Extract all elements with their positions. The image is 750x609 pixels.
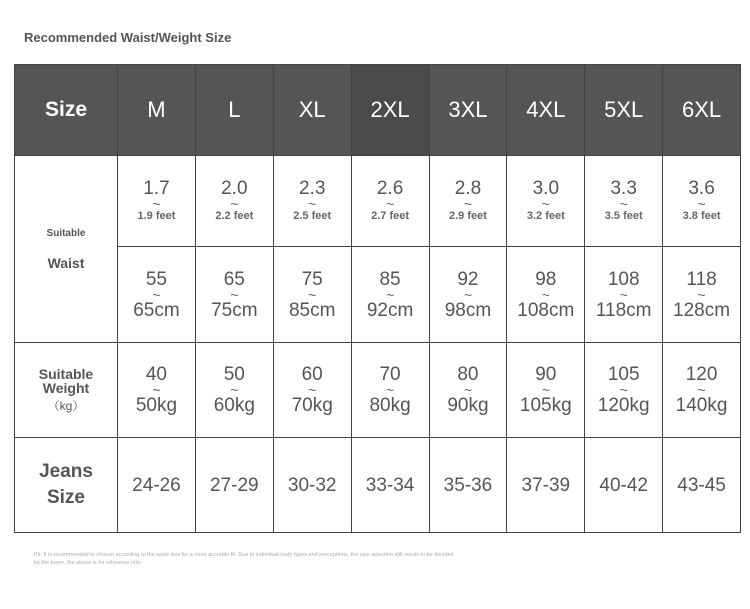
waist-cm-cell: 65 ~ 75cm xyxy=(195,247,273,343)
size-header-label: Size xyxy=(15,65,118,156)
size-header-cell: XL xyxy=(273,65,351,156)
jeans-cell: 35-36 xyxy=(429,438,507,533)
waist-cm-cell: 92 ~ 98cm xyxy=(429,247,507,343)
weight-cell: 80 ~ 90kg xyxy=(429,343,507,438)
waist-label-small: Suitable xyxy=(46,227,86,239)
size-header-cell: 6XL xyxy=(663,65,741,156)
jeans-cell: 40-42 xyxy=(585,438,663,533)
jeans-label-line2: Size xyxy=(46,487,86,508)
size-header-row xyxy=(15,65,741,156)
size-header-cell: 5XL xyxy=(585,65,663,156)
size-header-cell: 3XL xyxy=(429,65,507,156)
waist-feet-cell: 2.3 ~ 2.5 feet xyxy=(273,156,351,247)
weight-label-line2: Weight xyxy=(42,379,90,396)
size-header-cell: L xyxy=(195,65,273,156)
waist-feet-cell: 2.6 ~ 2.7 feet xyxy=(351,156,429,247)
weight-cell: 90 ~ 105kg xyxy=(507,343,585,438)
weight-cell: 120 ~ 140kg xyxy=(663,343,741,438)
weight-cell: 50 ~ 60kg xyxy=(195,343,273,438)
waist-feet-cell: 3.0 ~ 3.2 feet xyxy=(507,156,585,247)
waist-cm-cell: 118 ~ 128cm xyxy=(663,247,741,343)
weight-cell: 70 ~ 80kg xyxy=(351,343,429,438)
jeans-cell: 43-45 xyxy=(663,438,741,533)
waist-cm-row xyxy=(15,247,741,343)
jeans-cell: 27-29 xyxy=(195,438,273,533)
size-header-cell: 4XL xyxy=(507,65,585,156)
waist-feet-cell: 2.0 ~ 2.2 feet xyxy=(195,156,273,247)
size-header-cell: M xyxy=(118,65,196,156)
waist-cm-cell: 75 ~ 85cm xyxy=(273,247,351,343)
size-table xyxy=(14,64,741,533)
jeans-row xyxy=(15,438,741,533)
weight-row-label xyxy=(15,343,118,438)
jeans-row-label xyxy=(15,438,118,533)
waist-cm-cell: 98 ~ 108cm xyxy=(507,247,585,343)
jeans-cell: 37-39 xyxy=(507,438,585,533)
waist-row-label xyxy=(15,156,118,343)
waist-feet-row xyxy=(15,156,741,247)
weight-label-unit: （kg） xyxy=(47,398,85,413)
jeans-cell: 30-32 xyxy=(273,438,351,533)
waist-feet-cell: 2.8 ~ 2.9 feet xyxy=(429,156,507,247)
waist-cm-cell: 55 ~ 65cm xyxy=(118,247,196,343)
waist-label-big: Waist xyxy=(47,254,85,271)
waist-feet-cell: 3.3 ~ 3.5 feet xyxy=(585,156,663,247)
size-header-cell: 2XL xyxy=(351,65,429,156)
weight-row xyxy=(15,343,741,438)
weight-cell: 60 ~ 70kg xyxy=(273,343,351,438)
waist-cm-cell: 85 ~ 92cm xyxy=(351,247,429,343)
footnote: Pk: It is recommended to choose according to the waist size for a more accurate fit. Due to individual body types and perceptions, the size selection still needs to be decided by the buyer, the above is for reference only xyxy=(34,552,454,566)
waist-feet-cell: 1.7 ~ 1.9 feet xyxy=(118,156,196,247)
jeans-label-line1: Jeans xyxy=(39,461,93,482)
waist-feet-cell: 3.6 ~ 3.8 feet xyxy=(663,156,741,247)
waist-cm-cell: 108 ~ 118cm xyxy=(585,247,663,343)
weight-cell: 105 ~ 120kg xyxy=(585,343,663,438)
weight-label-line1: Suitable xyxy=(38,365,94,382)
chart-title: Recommended Waist/Weight Size xyxy=(24,30,232,45)
weight-cell: 40 ~ 50kg xyxy=(118,343,196,438)
jeans-cell: 24-26 xyxy=(118,438,196,533)
jeans-cell: 33-34 xyxy=(351,438,429,533)
